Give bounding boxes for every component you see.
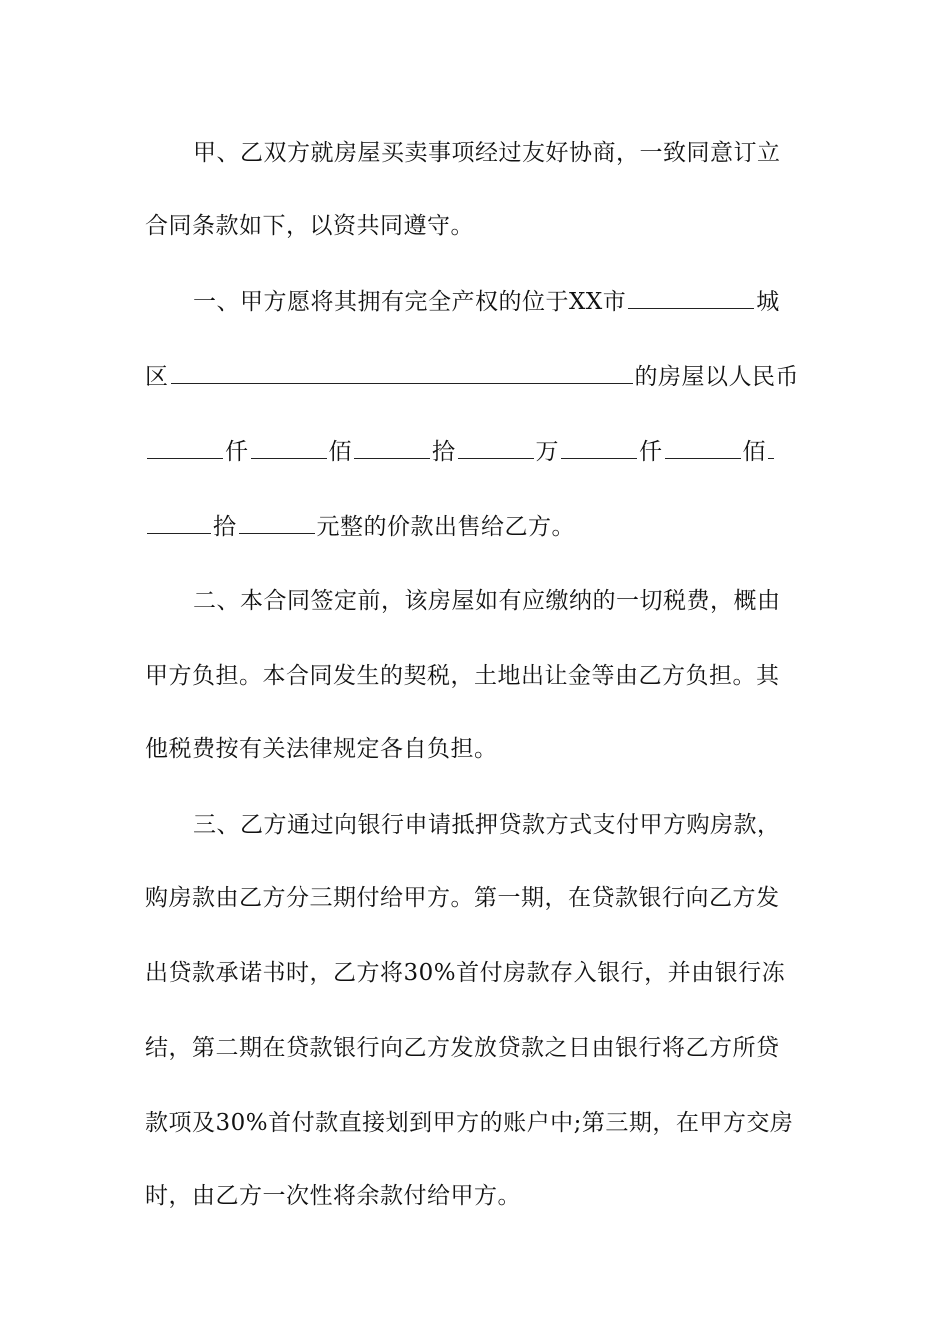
unit-label: 仟	[225, 439, 249, 465]
clause-1-line-3	[145, 436, 805, 467]
clause-1-line-4	[145, 511, 805, 542]
clause-1-city: XX市	[569, 289, 627, 315]
unit-label: 佰	[742, 439, 766, 465]
currency-text: 的房屋以人民币	[634, 364, 799, 390]
clause-1-ending: 元整的价款出售给乙方。	[316, 514, 575, 540]
amount-blank	[239, 511, 315, 534]
amount-blank	[665, 436, 741, 459]
amount-blank	[768, 436, 774, 459]
unit-label: 拾	[432, 439, 456, 465]
unit-label: 万	[535, 439, 559, 465]
amount-blank	[561, 436, 637, 459]
amount-blank	[354, 436, 430, 459]
clause-1-line-2	[145, 361, 805, 392]
clause-1-line-1	[145, 286, 805, 317]
amount-blank	[458, 436, 534, 459]
unit-label: 仟	[639, 439, 663, 465]
intro-line-1: 甲、乙双方就房屋买卖事项经过友好协商，一致同意订立	[193, 140, 781, 166]
clause-2-line-1: 二、本合同签定前，该房屋如有应缴纳的一切税费，概由	[193, 588, 781, 614]
amount-blank	[147, 511, 211, 534]
clause-2-line-3: 他税费按有关法律规定各自负担。	[145, 736, 498, 762]
amount-blank	[147, 436, 223, 459]
amount-blank	[251, 436, 327, 459]
district-label: 区	[145, 364, 169, 390]
clause-3-line-4: 结，第二期在贷款银行向乙方发放贷款之日由银行将乙方所贷	[145, 1035, 780, 1061]
clause-1-text: 一、甲方愿将其拥有完全产权的位于	[193, 289, 569, 315]
clause-2-line-2: 甲方负担。本合同发生的契税，土地出让金等由乙方负担。其	[145, 663, 780, 689]
city-blank	[628, 286, 754, 309]
clause-3-line-6: 时，由乙方一次性将余款付给甲方。	[145, 1183, 521, 1209]
clause-1-city-suffix: 城	[756, 289, 780, 315]
address-blank	[171, 361, 633, 384]
clause-3-line-2: 购房款由乙方分三期付给甲方。第一期，在贷款银行向乙方发	[145, 885, 780, 911]
unit-label: 佰	[328, 439, 352, 465]
intro-line-2: 合同条款如下，以资共同遵守。	[145, 213, 474, 239]
clause-3-line-1: 三、乙方通过向银行申请抵押贷款方式支付甲方购房款，	[193, 812, 781, 838]
clause-3-line-3: 出贷款承诺书时，乙方将30%首付房款存入银行，并由银行冻	[145, 960, 786, 986]
clause-3-line-5: 款项及30%首付款直接划到甲方的账户中;第三期，在甲方交房	[145, 1110, 794, 1136]
unit-label: 拾	[213, 514, 237, 540]
